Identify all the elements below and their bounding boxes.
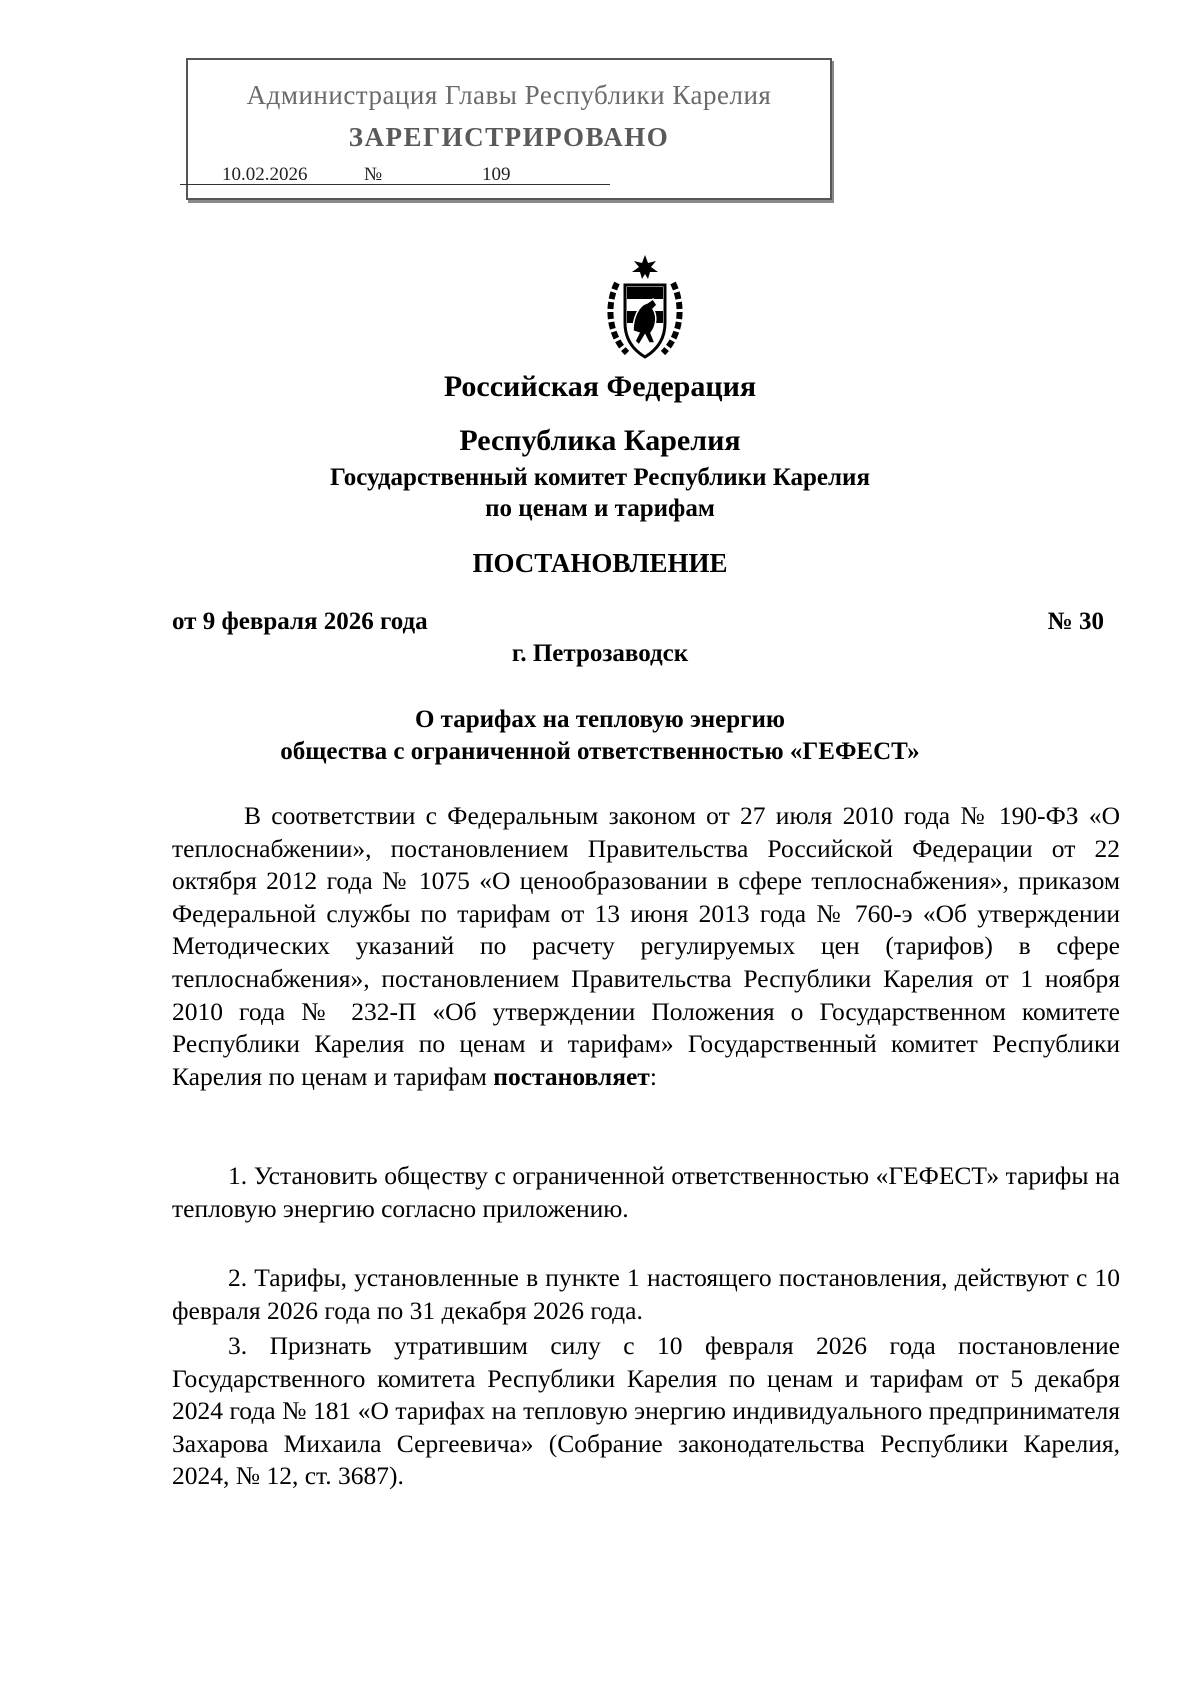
decision-item-1: 1. Установить обществу с ограниченной ответственностью «ГЕФЕСТ» тарифы на тепловую энергию согласно приложению.	[172, 1161, 1120, 1223]
stamp-organization: Администрация Главы Республики Карелия	[246, 80, 772, 110]
registration-stamp	[186, 58, 832, 200]
preamble-colon: :	[649, 1061, 657, 1091]
document-type: ПОСТАНОВЛЕНИЕ	[472, 548, 728, 578]
decision-item-3: 3. Признать утратившим силу с 10 февраля 2026 года постановление Государственного комитета Республики Карелия по ценам и тарифам от 5 декабря 2024 года № 181 «О тарифах на тепловую энергию индивидуального предпринимателя Захарова Михаила Сергеевича» (Собрание законодательства Республики Карелия, 2024, № 12, ст. 3687).	[172, 1331, 1120, 1491]
preamble-paragraph	[172, 800, 1120, 1093]
republic-heading: Республика Карелия	[459, 424, 741, 457]
preamble-verb: постановляет	[493, 1061, 650, 1091]
stamp-status: ЗАРЕГИСТРИРОВАНО	[348, 122, 670, 152]
country-heading: Российская Федерация	[443, 370, 757, 403]
document-city: г. Петрозаводск	[511, 640, 689, 667]
stamp-date: 10.02.2026	[222, 164, 308, 185]
document-number: № 30	[1047, 608, 1104, 635]
stamp-number-sign: №	[364, 164, 383, 185]
stamp-number: 109	[482, 164, 511, 185]
document-date: от 9 февраля 2026 года	[172, 608, 428, 635]
document-title-line1: О тарифах на тепловую энергию	[414, 706, 786, 733]
decision-item-2: 2. Тарифы, установленные в пункте 1 настоящего постановления, действуют с 10 февраля 2026 года по 31 декабря 2026 года.	[172, 1263, 1120, 1325]
karelia-coat-of-arms-icon	[603, 253, 687, 365]
committee-heading-line2: по ценам и тарифам	[485, 495, 715, 522]
committee-heading-line1: Государственный комитет Республики Карелия	[330, 464, 870, 491]
document-title-line2: общества с ограниченной ответственностью «ГЕФЕСТ»	[280, 738, 920, 765]
preamble-text: В соответствии с Федеральным законом от 27 июля 2010 года № 190-ФЗ «О теплоснабжении», постановлением Правительства Российской Федерации от 22 октября 2012 года № 1075 «О ценообразовании в сфере теплоснабжения», приказом Федеральной службы по тарифам от 13 июня 2013 года № 760-э «Об утверждении Методических указаний по расчету регулируемых цен (тарифов) в сфере теплоснабжения», постановлением Правительства Республики Карелия от 1 ноября 2010 года № 232-П «Об утверждении Положения о Государственном комитете Республики Карелия по ценам и тарифам» Государственный комитет Республики Карелия по ценам и тарифам	[172, 801, 1120, 1091]
